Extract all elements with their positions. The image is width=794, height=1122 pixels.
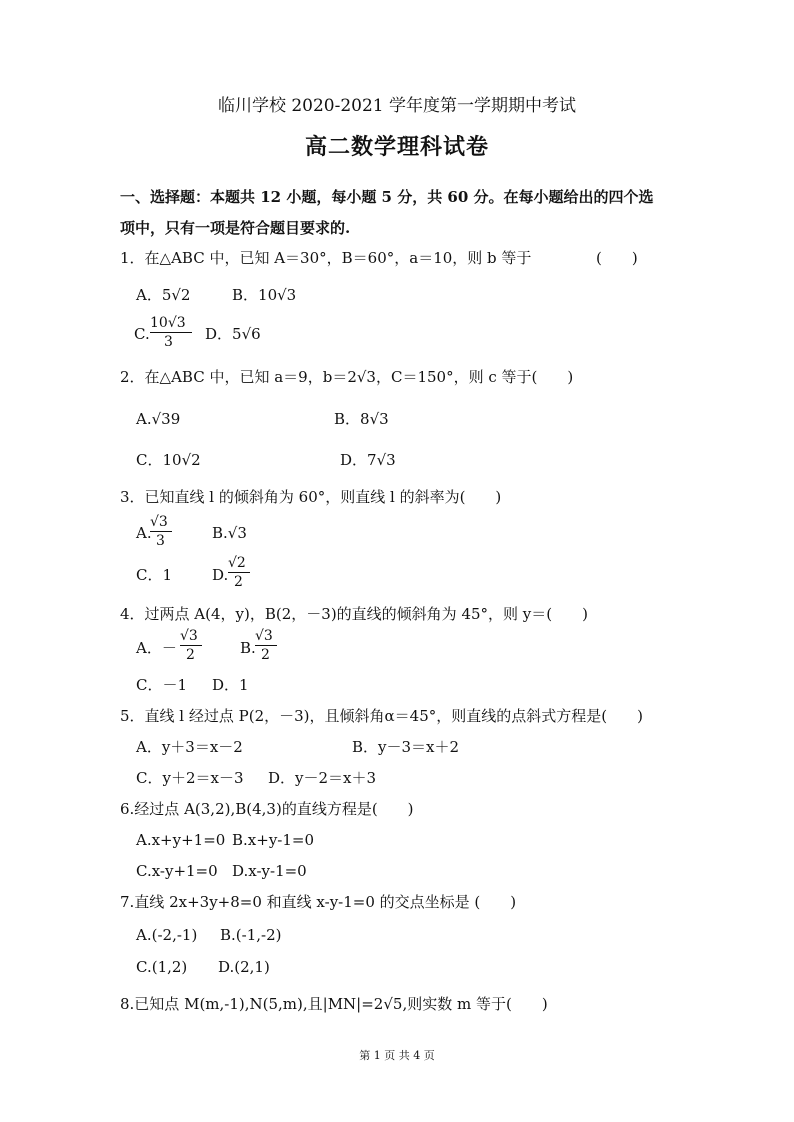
q6-stem: 6.经过点 A(3,2),B(4,3)的直线方程是( ) [120, 800, 414, 818]
q5-stem: 5．直线 l 经过点 P(2，－3)，且倾斜角α＝45°，则直线的点斜式方程是( ) [120, 707, 643, 725]
q2-option-c: C．10√2 [136, 451, 201, 469]
q7-option-c: C.(1,2) [136, 958, 188, 976]
page-footer: 第 1 页 共 4 页 [359, 1049, 435, 1062]
q4-option-a-numerator: √3 [180, 628, 198, 644]
q1-option-c-numerator: 10√3 [150, 315, 186, 331]
section-instruction-line2: 项中，只有一项是符合题目要求的. [120, 219, 351, 237]
q4-option-d: D．1 [212, 676, 249, 694]
exam-title: 高二数学理科试卷 [304, 134, 489, 160]
q4-option-b-numerator: √3 [255, 628, 273, 644]
q6-option-d: D.x-y-1=0 [232, 862, 307, 880]
q7-option-d: D.(2,1) [218, 958, 270, 976]
q3-option-d-numerator: √2 [228, 555, 246, 571]
q2-stem: 2．在△ABC 中，已知 a＝9，b＝2√3，C＝150°，则 c 等于( ) [120, 368, 574, 386]
q6-option-a: A.x+y+1=0 [136, 831, 226, 849]
q6-option-c: C.x-y+1=0 [136, 862, 218, 880]
q7-option-b: B.(-1,-2) [220, 926, 282, 944]
q1-option-c-denominator: 3 [164, 334, 173, 350]
q1-option-a: A．5√2 [136, 286, 191, 304]
q3-stem: 3．已知直线 l 的倾斜角为 60°，则直线 l 的斜率为( ) [120, 488, 502, 506]
q1-option-d: D．5√6 [205, 325, 261, 343]
q5-option-b: B．y－3＝x＋2 [352, 738, 460, 756]
q5-option-a: A．y＋3＝x－2 [136, 738, 243, 756]
school-line: 临川学校 2020-2021 学年度第一学期期中考试 [217, 96, 577, 116]
q8-stem: 8.已知点 M(m,-1),N(5,m),且|MN|=2√5,则实数 m 等于( ) [120, 995, 548, 1013]
q4-stem: 4．过两点 A(4，y)，B(2，－3)的直线的倾斜角为 45°，则 y＝( ) [120, 605, 588, 623]
q3-d-fraction-bar [228, 572, 250, 573]
q5-option-c: C．y＋2＝x－3 [136, 769, 244, 787]
q4-option-b-label: B. [240, 639, 256, 657]
q1-option-c-label: C. [134, 325, 150, 343]
q3-option-b: B.√3 [212, 524, 247, 542]
q1-fraction-bar [150, 332, 192, 333]
q7-option-a: A.(-2,-1) [136, 926, 198, 944]
q4-option-b-denominator: 2 [261, 647, 270, 663]
q3-a-fraction-bar [150, 531, 172, 532]
q3-option-d-denominator: 2 [234, 574, 243, 590]
q7-stem: 7.直线 2x+3y+8=0 和直线 x-y-1=0 的交点坐标是 ( ) [120, 893, 517, 911]
q2-option-d: D．7√3 [340, 451, 396, 469]
q4-a-fraction-bar [180, 645, 202, 646]
q5-option-d: D．y－2＝x＋3 [268, 769, 377, 787]
q3-option-a-numerator: √3 [150, 514, 168, 530]
q3-option-a-denominator: 3 [156, 533, 165, 549]
q4-option-c: C．－1 [136, 676, 188, 694]
q1-answer-paren: ( ) [596, 249, 638, 267]
q3-option-a-label: A. [136, 524, 152, 542]
q2-option-b: B．8√3 [334, 410, 389, 428]
q2-option-a: A.√39 [136, 410, 181, 428]
q1-option-b: B．10√3 [232, 286, 297, 304]
q3-option-d-label: D. [212, 566, 229, 584]
section-instruction-line1: 一、选择题：本题共 12 小题，每小题 5 分，共 60 分。在每小题给出的四个选 [120, 188, 654, 206]
q6-option-b: B.x+y-1=0 [232, 831, 315, 849]
q1-stem: 1．在△ABC 中，已知 A＝30°，B＝60°，a＝10，则 b 等于 [120, 249, 532, 267]
q4-option-a-denominator: 2 [186, 647, 195, 663]
q3-option-c: C．1 [136, 566, 173, 584]
q4-b-fraction-bar [255, 645, 277, 646]
q4-option-a-label: A．－ [136, 639, 177, 657]
